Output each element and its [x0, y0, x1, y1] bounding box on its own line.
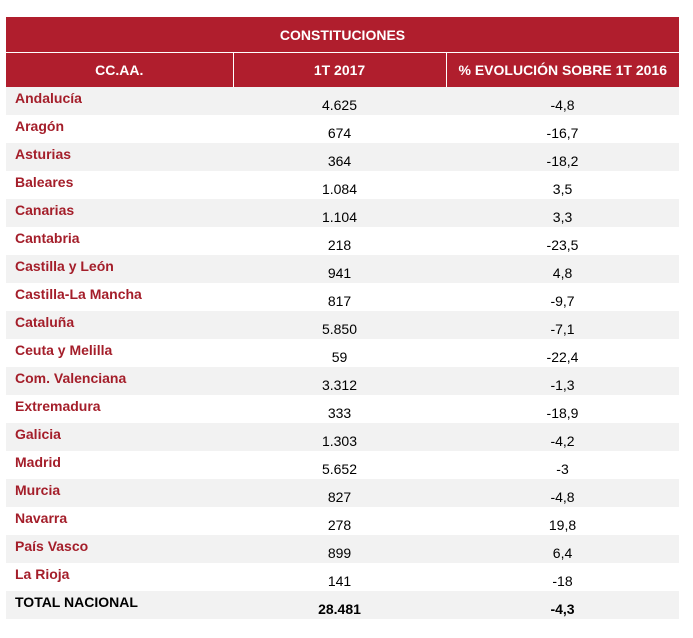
region-name: Castilla-La Mancha: [6, 283, 233, 311]
region-evolution: -7,1: [446, 311, 679, 339]
table-row: [6, 199, 679, 227]
region-value: 3.312: [233, 367, 446, 395]
region-evolution: -22,4: [446, 339, 679, 367]
table-title: CONSTITUCIONES: [6, 17, 679, 53]
region-value: 674: [233, 115, 446, 143]
region-value: 278: [233, 507, 446, 535]
region-evolution: -18,9: [446, 395, 679, 423]
region-value: 899: [233, 535, 446, 563]
column-header-evolution: % EVOLUCIÓN SOBRE 1T 2016: [446, 53, 679, 88]
region-name: La Rioja: [6, 563, 233, 591]
region-name: Castilla y León: [6, 255, 233, 283]
region-value: 5.652: [233, 451, 446, 479]
region-value: 827: [233, 479, 446, 507]
region-name: Andalucía: [6, 87, 233, 115]
region-name: Extremadura: [6, 395, 233, 423]
region-value: 941: [233, 255, 446, 283]
region-value: 1.303: [233, 423, 446, 451]
table-header-row: [6, 53, 679, 88]
table-row: [6, 311, 679, 339]
table-row: [6, 227, 679, 255]
region-evolution: 6,4: [446, 535, 679, 563]
region-name: País Vasco: [6, 535, 233, 563]
table-row: [6, 171, 679, 199]
region-value: 141: [233, 563, 446, 591]
region-name: Canarias: [6, 199, 233, 227]
constituciones-table: [6, 17, 679, 619]
table-row: [6, 255, 679, 283]
region-name: Baleares: [6, 171, 233, 199]
region-value: 817: [233, 283, 446, 311]
region-name: Com. Valenciana: [6, 367, 233, 395]
region-evolution: 4,8: [446, 255, 679, 283]
region-value: 333: [233, 395, 446, 423]
region-evolution: -9,7: [446, 283, 679, 311]
region-value: 1.084: [233, 171, 446, 199]
table-row: [6, 283, 679, 311]
region-value: 5.850: [233, 311, 446, 339]
table-row: [6, 451, 679, 479]
region-evolution: 3,3: [446, 199, 679, 227]
region-name: Cantabria: [6, 227, 233, 255]
region-evolution: -23,5: [446, 227, 679, 255]
region-value: 1.104: [233, 199, 446, 227]
region-evolution: -4,8: [446, 87, 679, 115]
region-value: 4.625: [233, 87, 446, 115]
region-evolution: -18,2: [446, 143, 679, 171]
total-row: [6, 591, 679, 619]
region-name: Ceuta y Melilla: [6, 339, 233, 367]
table-row: [6, 479, 679, 507]
constituciones-table-container: [6, 17, 679, 619]
table-row: [6, 395, 679, 423]
region-name: Asturias: [6, 143, 233, 171]
region-name: Galicia: [6, 423, 233, 451]
column-header-region: CC.AA.: [6, 53, 233, 88]
total-label: TOTAL NACIONAL: [6, 591, 233, 619]
region-name: Navarra: [6, 507, 233, 535]
region-evolution: -4,8: [446, 479, 679, 507]
region-name: Madrid: [6, 451, 233, 479]
region-evolution: -3: [446, 451, 679, 479]
region-value: 59: [233, 339, 446, 367]
table-row: [6, 423, 679, 451]
table-row: [6, 339, 679, 367]
table-row: [6, 87, 679, 115]
region-evolution: -18: [446, 563, 679, 591]
table-row: [6, 563, 679, 591]
table-row: [6, 115, 679, 143]
region-name: Cataluña: [6, 311, 233, 339]
region-value: 218: [233, 227, 446, 255]
region-value: 364: [233, 143, 446, 171]
table-row: [6, 367, 679, 395]
region-evolution: -16,7: [446, 115, 679, 143]
table-title-row: [6, 17, 679, 53]
total-evolution: -4,3: [446, 591, 679, 619]
region-evolution: -4,2: [446, 423, 679, 451]
table-row: [6, 143, 679, 171]
region-evolution: 19,8: [446, 507, 679, 535]
region-name: Murcia: [6, 479, 233, 507]
total-value: 28.481: [233, 591, 446, 619]
table-row: [6, 507, 679, 535]
region-name: Aragón: [6, 115, 233, 143]
region-evolution: -1,3: [446, 367, 679, 395]
column-header-period: 1T 2017: [233, 53, 446, 88]
table-row: [6, 535, 679, 563]
region-evolution: 3,5: [446, 171, 679, 199]
